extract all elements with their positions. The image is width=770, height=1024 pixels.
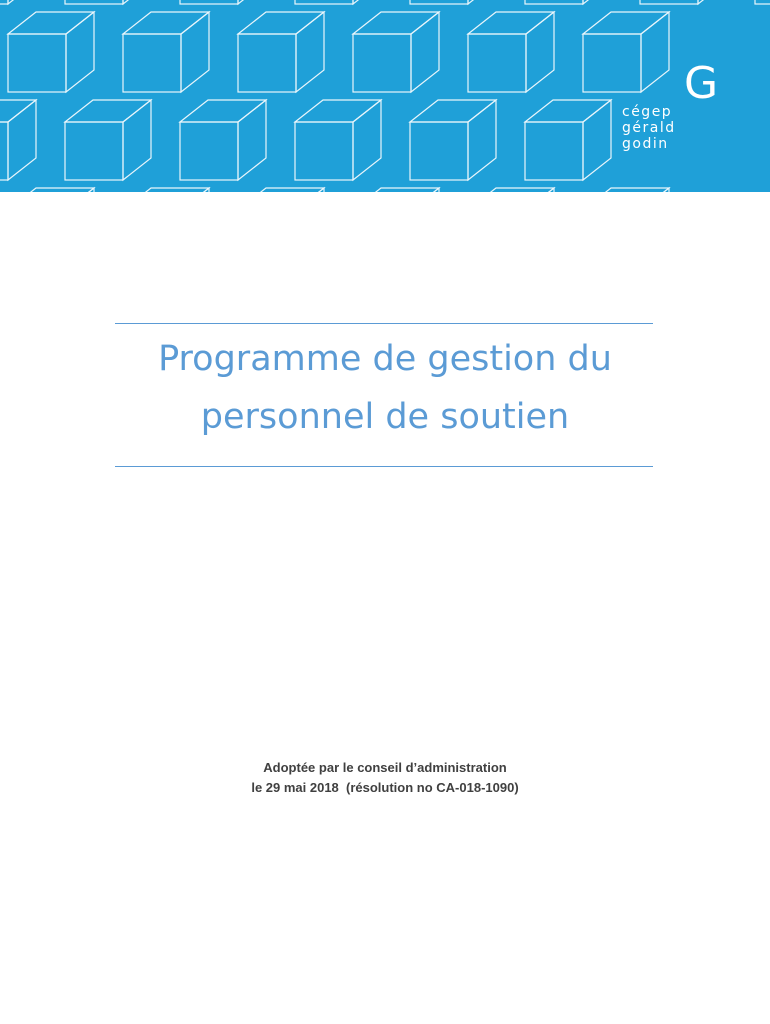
cube-side [181,12,209,92]
cube-top [410,100,496,122]
logo-line-3: godin [622,136,669,152]
cube-top [468,188,554,192]
cube-side [296,12,324,92]
cube-face [525,0,583,4]
title-bottom-rule [115,466,653,467]
cube-face [295,0,353,4]
logo-line-2: gérald [622,120,676,136]
cube-top [525,100,611,122]
cube-top [123,188,209,192]
cube-side [123,100,151,180]
cube-face [180,0,238,4]
logo-line-1: cégep [622,104,673,120]
cube-face [65,0,123,4]
cube-face [180,122,238,180]
cube-side [8,100,36,180]
cube-face [295,122,353,180]
cube-top [0,100,36,122]
cube-top [353,12,439,34]
cube-top [238,12,324,34]
cube-side [698,0,726,4]
cube-face [468,34,526,92]
cube-side [353,0,381,4]
adoption-line-1: Adoptée par le conseil d’administration [263,760,507,775]
cube-top [8,188,94,192]
cube-top [295,100,381,122]
cube-top [583,188,669,192]
cube-side [123,0,151,4]
cube-top [8,12,94,34]
cube-side [583,100,611,180]
cube-face [0,0,8,4]
cube-face [410,0,468,4]
header-banner [0,0,770,192]
cube-side [66,12,94,92]
cube-side [468,0,496,4]
cube-face [353,34,411,92]
title-line-2: personnel de soutien [200,397,570,437]
cube-side [238,100,266,180]
adoption-line-2: le 29 mai 2018 (résolution no CA-018-1090) [251,780,519,795]
cube-face [640,0,698,4]
cube-side [411,12,439,92]
cube-face [525,122,583,180]
cube-side [526,12,554,92]
cube-side [468,100,496,180]
cube-top [180,100,266,122]
cube-top [123,12,209,34]
cube-side [8,0,36,4]
cube-side [583,0,611,4]
cegep-logo [614,58,720,158]
title-top-rule [115,323,653,324]
cube-face [238,34,296,92]
cube-face [65,122,123,180]
cube-side [238,0,266,4]
adoption-note [100,758,670,798]
cube-side [353,100,381,180]
cube-face [8,34,66,92]
cube-face [123,34,181,92]
cube-top [65,100,151,122]
cube-top [468,12,554,34]
cube-face [755,0,770,4]
cube-top [353,188,439,192]
document-title [100,330,670,446]
cube-top [238,188,324,192]
cube-face [0,122,8,180]
logo-letter: G [684,58,719,109]
cube-top [583,12,669,34]
title-line-1: Programme de gestion du [158,339,612,379]
cube-face [410,122,468,180]
